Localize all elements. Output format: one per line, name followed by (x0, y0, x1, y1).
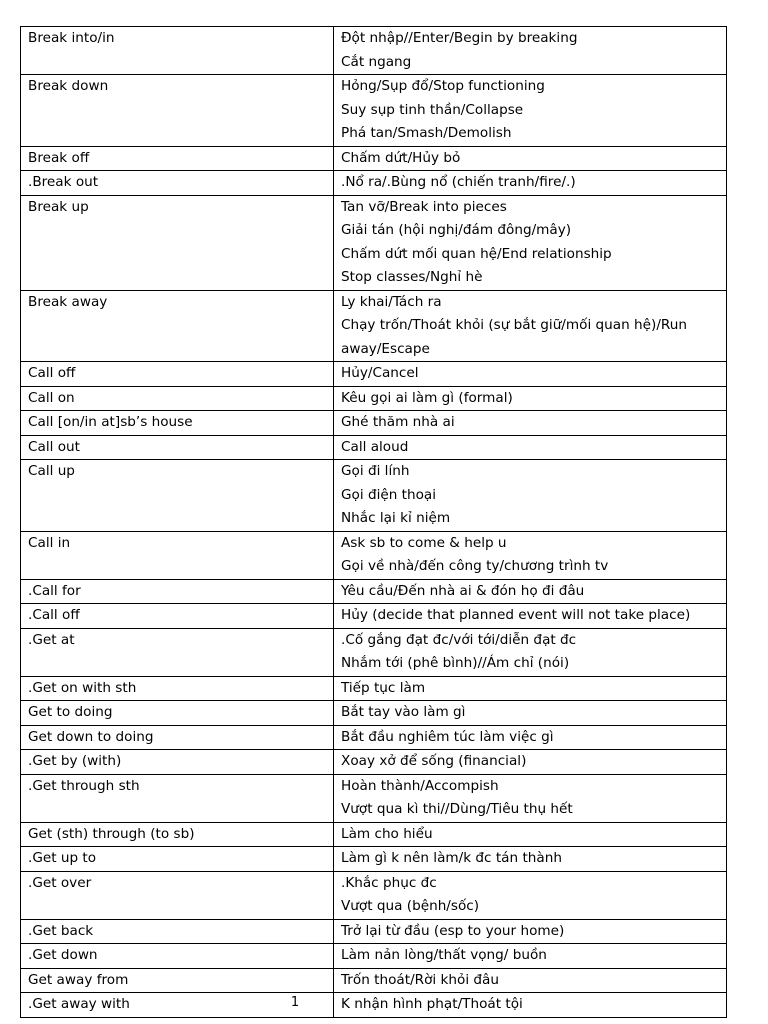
phrasal-verb-cell (21, 171, 334, 196)
phrasal-verb-cell (21, 993, 334, 1018)
phrasal-verb-cell (21, 195, 334, 290)
meaning-line: Làm nản lòng/thất vọng/ buồn (341, 947, 547, 963)
phrasal-verb-term: .Get at (28, 631, 75, 648)
meaning-line: Phá tan/Smash/Demolish (341, 125, 512, 141)
phrasal-verb-term: Get (sth) through (to sb) (28, 825, 195, 842)
phrasal-verb-term: .Get over (28, 874, 92, 891)
meaning-line: Nhắm tới (phê bình)//Ám chỉ (nói) (341, 655, 570, 671)
meaning-line: Gọi điện thoại (341, 486, 437, 503)
table-row (21, 146, 727, 171)
phrasal-verb-term: Get down to doing (28, 728, 154, 745)
meaning-cell (334, 774, 727, 822)
phrasal-verb-term: .Get up to (28, 850, 97, 866)
table-row (21, 750, 727, 775)
meaning-cell (334, 968, 727, 993)
meaning-line: .Khắc phục đc (341, 874, 437, 891)
meaning-line: Chấm dứt mối quan hệ/End relationship (341, 245, 612, 262)
table-row (21, 944, 727, 969)
phrasal-verb-term: Get to doing (28, 704, 113, 720)
table-row (21, 171, 727, 196)
phrasal-verb-cell (21, 386, 334, 411)
meaning-line: Yêu cầu/Đến nhà ai & đón họ đi đâu (341, 582, 585, 599)
meaning-cell (334, 871, 727, 919)
meaning-line: Kêu gọi ai làm gì (formal) (341, 389, 513, 406)
meaning-line: Ask sb to come & help u (341, 534, 507, 551)
meaning-cell (334, 531, 727, 579)
meaning-line: Xoay xở để sống (financial) (341, 753, 527, 769)
meaning-cell (334, 993, 727, 1018)
meaning-cell (334, 171, 727, 196)
meaning-line: Chấm dứt/Hủy bỏ (341, 149, 461, 166)
phrasal-verb-cell (21, 676, 334, 701)
phrasal-verb-term: Break away (28, 293, 108, 310)
meaning-cell (334, 75, 727, 147)
phrasal-verb-term: Get away from (28, 971, 129, 988)
meaning-cell (334, 362, 727, 387)
meaning-line: Nhắc lại kỉ niệm (341, 510, 451, 526)
phrasal-verb-cell (21, 435, 334, 460)
phrasal-verb-cell (21, 27, 334, 75)
meaning-cell (334, 411, 727, 436)
meaning-line: Bắt tay vào làm gì (341, 704, 466, 720)
phrasal-verb-table (20, 26, 727, 1018)
meaning-cell (334, 701, 727, 726)
meaning-cell (334, 725, 727, 750)
phrasal-verb-cell (21, 701, 334, 726)
table-row (21, 725, 727, 750)
table-row (21, 27, 727, 75)
table-row (21, 411, 727, 436)
phrasal-verb-term: .Call for (28, 582, 81, 599)
phrasal-verb-term: Break up (28, 198, 89, 215)
meaning-line: Hỏng/Sụp đổ/Stop functioning (341, 78, 545, 94)
table-row (21, 701, 727, 726)
phrasal-verb-term: .Get through sth (28, 777, 140, 794)
meaning-cell (334, 460, 727, 532)
meaning-cell (334, 579, 727, 604)
meaning-line: Trốn thoát/Rời khỏi đâu (341, 971, 499, 988)
meaning-line: Làm gì k nên làm/k đc tán thành (341, 850, 562, 866)
table-row (21, 362, 727, 387)
table-row (21, 847, 727, 872)
meaning-line: Stop classes/Nghỉ hè (341, 269, 483, 285)
meaning-line: Cắt ngang (341, 53, 412, 70)
table-row (21, 579, 727, 604)
phrasal-verb-cell (21, 531, 334, 579)
phrasal-verb-term: Call out (28, 438, 80, 455)
meaning-line: Tan vỡ/Break into pieces (341, 198, 507, 215)
meaning-cell (334, 435, 727, 460)
meaning-line: Giải tán (hội nghị/đám đông/mây) (341, 222, 572, 238)
table-row (21, 386, 727, 411)
table-row (21, 531, 727, 579)
meaning-cell (334, 822, 727, 847)
table-row (21, 435, 727, 460)
table-body (21, 27, 727, 1018)
phrasal-verb-cell (21, 75, 334, 147)
table-row (21, 774, 727, 822)
phrasal-verb-cell (21, 579, 334, 604)
table-row (21, 968, 727, 993)
meaning-cell (334, 944, 727, 969)
phrasal-verb-term: Call in (28, 534, 71, 551)
meaning-line: Call aloud (341, 438, 409, 455)
meaning-cell (334, 146, 727, 171)
meaning-cell (334, 290, 727, 362)
meaning-cell (334, 386, 727, 411)
phrasal-verb-cell (21, 774, 334, 822)
phrasal-verb-term: Break off (28, 149, 90, 166)
phrasal-verb-term: Call [on/in at]sb’s house (28, 414, 193, 430)
phrasal-verb-term: Break into/in (28, 30, 115, 46)
table-row (21, 628, 727, 676)
phrasal-verb-term: Call up (28, 463, 75, 479)
phrasal-verb-cell (21, 725, 334, 750)
meaning-cell (334, 27, 727, 75)
table-row (21, 75, 727, 147)
phrasal-verb-term: .Get by (with) (28, 753, 122, 769)
meaning-line: Suy sụp tinh thần/Collapse (341, 101, 524, 118)
meaning-cell (334, 628, 727, 676)
phrasal-verb-cell (21, 871, 334, 919)
phrasal-verb-term: Call on (28, 389, 75, 406)
phrasal-verb-cell (21, 460, 334, 532)
phrasal-verb-cell (21, 822, 334, 847)
table-row (21, 871, 727, 919)
phrasal-verb-term: Break down (28, 78, 109, 94)
phrasal-verb-term: Call off (28, 365, 76, 381)
phrasal-verb-cell (21, 411, 334, 436)
table-row (21, 993, 727, 1018)
meaning-cell (334, 847, 727, 872)
phrasal-verb-term: .Call off (28, 607, 80, 623)
phrasal-verb-cell (21, 628, 334, 676)
meaning-cell (334, 676, 727, 701)
phrasal-verb-cell (21, 968, 334, 993)
phrasal-verb-cell (21, 604, 334, 629)
meaning-line: Đột nhập//Enter/Begin by breaking (341, 30, 578, 46)
meaning-cell (334, 604, 727, 629)
phrasal-verb-term: .Get away with (28, 996, 130, 1012)
phrasal-verb-cell (21, 146, 334, 171)
phrasal-verb-cell (21, 750, 334, 775)
table-row (21, 822, 727, 847)
phrasal-verb-cell (21, 290, 334, 362)
meaning-cell (334, 750, 727, 775)
meaning-cell (334, 195, 727, 290)
meaning-line: .Nổ ra/.Bùng nổ (chiến tranh/fire/.) (341, 174, 576, 190)
meaning-line: Gọi đi lính (341, 463, 410, 479)
meaning-line: Vượt qua (bệnh/sốc) (341, 898, 480, 914)
meaning-line: Hủy/Cancel (341, 365, 419, 381)
meaning-line: Ly khai/Tách ra (341, 293, 442, 310)
phrasal-verb-term: .Break out (28, 174, 99, 190)
meaning-line: K nhận hình phạt/Thoát tội (341, 996, 523, 1012)
phrasal-verb-cell (21, 944, 334, 969)
table-row (21, 676, 727, 701)
meaning-line: Trở lại từ đầu (esp to your home) (341, 922, 565, 939)
table-row (21, 604, 727, 629)
meaning-line: Hoàn thành/Accompish (341, 777, 499, 794)
phrasal-verb-term: .Get on with sth (28, 679, 137, 696)
phrasal-verb-cell (21, 847, 334, 872)
phrasal-verb-cell (21, 919, 334, 944)
meaning-line: .Cố gắng đạt đc/với tới/diễn đạt đc (341, 631, 577, 648)
meaning-line: Vượt qua kì thi//Dùng/Tiêu thụ hết (341, 801, 573, 817)
table-row (21, 460, 727, 532)
table-row (21, 290, 727, 362)
phrasal-verb-term: .Get back (28, 922, 94, 939)
meaning-line: Chạy trốn/Thoát khỏi (sự bắt giữ/mối quan hệ)/Run away/Escape (341, 317, 687, 357)
table-row (21, 919, 727, 944)
meaning-line: Tiếp tục làm (341, 679, 426, 696)
meaning-line: Gọi về nhà/đến công ty/chương trình tv (341, 558, 609, 574)
meaning-line: Làm cho hiểu (341, 825, 433, 842)
table-row (21, 195, 727, 290)
meaning-line: Ghé thăm nhà ai (341, 414, 455, 430)
page-number: 1 (290, 995, 300, 1010)
meaning-line: Hủy (decide that planned event will not take place) (341, 607, 691, 623)
meaning-cell (334, 919, 727, 944)
meaning-line: Bắt đầu nghiêm túc làm việc gì (341, 728, 554, 745)
phrasal-verb-cell (21, 362, 334, 387)
phrasal-verb-term: .Get down (28, 947, 98, 963)
